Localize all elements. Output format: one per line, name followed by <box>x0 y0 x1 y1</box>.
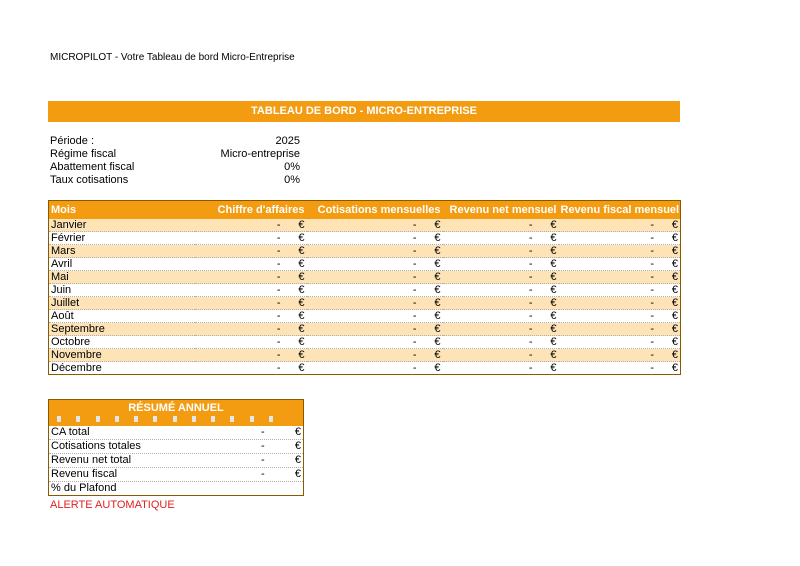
value-dash: - <box>412 297 417 309</box>
contributions-cell[interactable] <box>307 297 443 310</box>
currency-symbol: € <box>550 232 557 244</box>
param-row-period <box>50 135 300 148</box>
summary-body <box>49 426 303 495</box>
value-dash: - <box>650 284 654 296</box>
revenue-cell[interactable] <box>195 310 307 323</box>
summary-label: Revenu net total <box>51 454 132 466</box>
revenue-cell[interactable] <box>195 297 307 310</box>
value-dash: - <box>650 258 654 270</box>
contributions-cell[interactable] <box>307 258 443 271</box>
value-dash: - <box>276 284 281 296</box>
currency-symbol: € <box>671 271 678 283</box>
summary-row <box>49 468 303 482</box>
param-value[interactable]: 2025 <box>275 135 300 147</box>
month-cell[interactable]: Avril <box>49 258 195 271</box>
value-dash: - <box>412 310 417 322</box>
app-title: MICROPILOT - Votre Tableau de bord Micro-Entreprise <box>50 52 295 63</box>
currency-symbol: € <box>550 297 557 309</box>
revenue-cell[interactable] <box>195 258 307 271</box>
currency-symbol: € <box>550 349 557 361</box>
currency-symbol: € <box>550 310 557 322</box>
currency-symbol: € <box>434 232 441 244</box>
net-income-cell[interactable] <box>443 245 559 258</box>
currency-symbol: € <box>298 323 305 335</box>
currency-symbol: € <box>671 310 678 322</box>
summary-row <box>49 440 303 454</box>
annual-summary <box>48 399 304 496</box>
currency-symbol: € <box>294 440 301 452</box>
currency-symbol: € <box>298 362 305 374</box>
monthly-table <box>48 200 681 375</box>
summary-value[interactable] <box>261 482 301 495</box>
value-dash: - <box>650 323 654 335</box>
param-value[interactable]: 0% <box>284 174 300 186</box>
currency-symbol: € <box>671 284 678 296</box>
value-dash: - <box>412 362 417 374</box>
summary-header <box>49 400 303 426</box>
value-dash: - <box>528 232 533 244</box>
currency-symbol: € <box>434 310 441 322</box>
net-income-cell[interactable] <box>443 349 559 362</box>
revenue-cell[interactable] <box>195 284 307 297</box>
month-cell[interactable]: Janvier <box>49 219 195 232</box>
fiscal-income-cell[interactable] <box>559 362 681 375</box>
contributions-cell[interactable] <box>307 323 443 336</box>
value-dash: - <box>276 362 281 374</box>
contributions-cell[interactable] <box>307 245 443 258</box>
value-dash: - <box>412 271 417 283</box>
currency-symbol: € <box>434 219 441 231</box>
table-row <box>49 258 681 271</box>
value-dash: - <box>528 336 533 348</box>
currency-symbol: € <box>434 271 441 283</box>
contributions-cell[interactable] <box>307 284 443 297</box>
currency-symbol: € <box>671 349 678 361</box>
param-row-regime <box>50 148 300 161</box>
summary-label: Revenu fiscal <box>51 468 118 480</box>
value-dash: - <box>650 362 654 374</box>
currency-symbol: € <box>298 284 305 296</box>
month-cell[interactable]: Août <box>49 310 195 323</box>
fiscal-income-cell[interactable] <box>559 232 681 245</box>
value-dash: - <box>650 336 654 348</box>
value-dash: - <box>650 271 654 283</box>
col-header-net-income: Revenu net mensuel <box>443 201 559 220</box>
param-value[interactable]: 0% <box>284 161 300 173</box>
fiscal-income-cell[interactable] <box>559 310 681 323</box>
currency-symbol: € <box>434 323 441 335</box>
revenue-cell[interactable] <box>195 219 307 232</box>
currency-symbol: € <box>298 245 305 257</box>
fiscal-income-cell[interactable] <box>559 271 681 284</box>
revenue-cell[interactable] <box>195 271 307 284</box>
revenue-cell[interactable] <box>195 245 307 258</box>
currency-symbol: € <box>550 245 557 257</box>
value-dash: - <box>412 349 417 361</box>
contributions-cell[interactable] <box>307 219 443 232</box>
col-header-revenue: Chiffre d'affaires <box>195 201 307 220</box>
revenue-cell[interactable] <box>195 336 307 349</box>
summary-row <box>49 454 303 468</box>
table-row <box>49 349 681 362</box>
summary-value[interactable] <box>261 468 301 481</box>
table-row <box>49 323 681 336</box>
table-row <box>49 245 681 258</box>
summary-value[interactable] <box>261 440 301 453</box>
currency-symbol: € <box>671 323 678 335</box>
month-cell[interactable]: Novembre <box>49 349 195 362</box>
value-dash: - <box>650 245 654 257</box>
table-row <box>49 232 681 245</box>
param-value[interactable]: Micro-entreprise <box>220 148 300 160</box>
value-dash: - <box>412 245 417 257</box>
currency-symbol: € <box>434 349 441 361</box>
value-dash: - <box>412 258 417 270</box>
parameters-block <box>50 135 300 187</box>
currency-symbol: € <box>298 258 305 270</box>
currency-symbol: € <box>298 219 305 231</box>
value-dash: - <box>528 219 533 231</box>
value-dash: - <box>650 219 654 231</box>
col-header-contributions: Cotisations mensuelles <box>307 201 443 220</box>
fiscal-income-cell[interactable] <box>559 284 681 297</box>
value-dash: - <box>276 336 281 348</box>
net-income-cell[interactable] <box>443 258 559 271</box>
net-income-cell[interactable] <box>443 284 559 297</box>
currency-symbol: € <box>294 468 301 480</box>
month-cell[interactable]: Septembre <box>49 323 195 336</box>
value-dash: - <box>276 323 281 335</box>
currency-symbol: € <box>294 454 301 466</box>
month-cell[interactable]: Juillet <box>49 297 195 310</box>
table-header-row <box>49 201 681 220</box>
currency-symbol: € <box>434 284 441 296</box>
value-dash: - <box>276 349 281 361</box>
revenue-cell[interactable] <box>195 323 307 336</box>
currency-symbol: € <box>434 245 441 257</box>
summary-value[interactable] <box>261 454 301 467</box>
summary-value[interactable] <box>261 426 301 439</box>
table-row <box>49 336 681 349</box>
summary-row <box>49 482 303 495</box>
month-cell[interactable]: Février <box>49 232 195 245</box>
value-dash: - <box>412 284 417 296</box>
value-dash: - <box>261 454 265 466</box>
table-row <box>49 362 681 375</box>
revenue-cell[interactable] <box>195 232 307 245</box>
summary-row <box>49 426 303 440</box>
currency-symbol: € <box>298 297 305 309</box>
fiscal-income-cell[interactable] <box>559 297 681 310</box>
value-dash: - <box>412 336 417 348</box>
net-income-cell[interactable] <box>443 310 559 323</box>
fiscal-income-cell[interactable] <box>559 245 681 258</box>
summary-label: CA total <box>51 426 90 438</box>
param-label: Période : <box>50 135 95 147</box>
net-income-cell[interactable] <box>443 323 559 336</box>
summary-title: RÉSUMÉ ANNUEL <box>128 402 224 414</box>
summary-label: Cotisations totales <box>51 440 141 452</box>
contributions-cell[interactable] <box>307 310 443 323</box>
currency-symbol: € <box>298 336 305 348</box>
currency-symbol: € <box>434 258 441 270</box>
fiscal-income-cell[interactable] <box>559 349 681 362</box>
revenue-cell[interactable] <box>195 349 307 362</box>
currency-symbol: € <box>671 245 678 257</box>
value-dash: - <box>528 258 533 270</box>
contributions-cell[interactable] <box>307 349 443 362</box>
value-dash: - <box>650 349 654 361</box>
value-dash: - <box>650 297 654 309</box>
currency-symbol: € <box>298 349 305 361</box>
currency-symbol: € <box>550 284 557 296</box>
decorative-dots <box>57 416 273 424</box>
table-row <box>49 284 681 297</box>
value-dash: - <box>276 271 281 283</box>
table-row <box>49 310 681 323</box>
value-dash: - <box>528 310 533 322</box>
table-row <box>49 297 681 310</box>
value-dash: - <box>528 284 533 296</box>
param-row-abattement <box>50 161 300 174</box>
contributions-cell[interactable] <box>307 336 443 349</box>
table-row <box>49 271 681 284</box>
value-dash: - <box>650 310 654 322</box>
currency-symbol: € <box>550 219 557 231</box>
currency-symbol: € <box>298 271 305 283</box>
value-dash: - <box>276 258 281 270</box>
value-dash: - <box>528 297 533 309</box>
net-income-cell[interactable] <box>443 219 559 232</box>
value-dash: - <box>412 219 417 231</box>
value-dash: - <box>261 468 265 480</box>
currency-symbol: € <box>671 336 678 348</box>
value-dash: - <box>412 232 417 244</box>
dashboard-banner: TABLEAU DE BORD - MICRO-ENTREPRISE <box>48 101 680 122</box>
currency-symbol: € <box>294 426 301 438</box>
col-header-month: Mois <box>49 201 195 220</box>
month-cell[interactable]: Décembre <box>49 362 195 375</box>
currency-symbol: € <box>671 258 678 270</box>
param-label: Taux cotisations <box>50 174 129 186</box>
summary-label: % du Plafond <box>51 482 117 494</box>
currency-symbol: € <box>550 362 557 374</box>
fiscal-income-cell[interactable] <box>559 336 681 349</box>
month-cell[interactable]: Mars <box>49 245 195 258</box>
value-dash: - <box>261 440 265 452</box>
net-income-cell[interactable] <box>443 336 559 349</box>
month-cell[interactable]: Octobre <box>49 336 195 349</box>
param-label: Régime fiscal <box>50 148 117 160</box>
value-dash: - <box>276 297 281 309</box>
net-income-cell[interactable] <box>443 232 559 245</box>
table-row <box>49 219 681 232</box>
automatic-alert: ALERTE AUTOMATIQUE <box>50 499 175 511</box>
value-dash: - <box>528 349 533 361</box>
fiscal-income-cell[interactable] <box>559 323 681 336</box>
currency-symbol: € <box>298 310 305 322</box>
value-dash: - <box>261 426 265 438</box>
col-header-fiscal-income: Revenu fiscal mensuel <box>559 201 681 220</box>
net-income-cell[interactable] <box>443 297 559 310</box>
value-dash: - <box>528 362 533 374</box>
fiscal-income-cell[interactable] <box>559 258 681 271</box>
value-dash: - <box>276 310 281 322</box>
currency-symbol: € <box>671 219 678 231</box>
currency-symbol: € <box>434 362 441 374</box>
currency-symbol: € <box>671 232 678 244</box>
month-cell[interactable]: Juin <box>49 284 195 297</box>
revenue-cell[interactable] <box>195 362 307 375</box>
value-dash: - <box>276 232 281 244</box>
value-dash: - <box>650 232 654 244</box>
net-income-cell[interactable] <box>443 271 559 284</box>
value-dash: - <box>276 219 281 231</box>
contributions-cell[interactable] <box>307 232 443 245</box>
param-row-taux <box>50 174 300 187</box>
value-dash: - <box>412 323 417 335</box>
month-cell[interactable]: Mai <box>49 271 195 284</box>
net-income-cell[interactable] <box>443 362 559 375</box>
value-dash: - <box>528 323 533 335</box>
currency-symbol: € <box>298 232 305 244</box>
currency-symbol: € <box>550 336 557 348</box>
table-body <box>49 219 681 375</box>
value-dash: - <box>276 245 281 257</box>
fiscal-income-cell[interactable] <box>559 219 681 232</box>
currency-symbol: € <box>550 271 557 283</box>
value-dash: - <box>528 271 533 283</box>
currency-symbol: € <box>434 336 441 348</box>
param-label: Abattement fiscal <box>50 161 135 173</box>
value-dash: - <box>528 245 533 257</box>
currency-symbol: € <box>550 323 557 335</box>
contributions-cell[interactable] <box>307 362 443 375</box>
currency-symbol: € <box>671 297 678 309</box>
currency-symbol: € <box>671 362 678 374</box>
currency-symbol: € <box>434 297 441 309</box>
contributions-cell[interactable] <box>307 271 443 284</box>
currency-symbol: € <box>550 258 557 270</box>
